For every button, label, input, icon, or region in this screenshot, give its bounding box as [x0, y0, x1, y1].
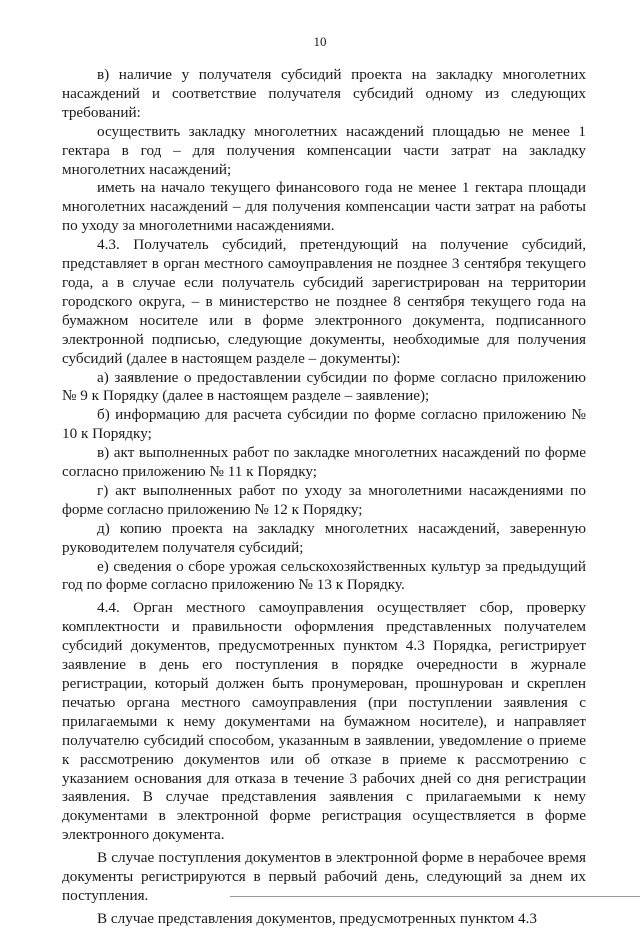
list-item-v: в) акт выполненных работ по закладке многолетних насаждений по форме согласно приложению № 11 к Порядку;: [62, 444, 586, 481]
list-item-b: б) информацию для расчета субсидии по форме согласно приложению № 10 к Порядку;: [62, 406, 586, 443]
list-item-a: а) заявление о предоставлении субсидии по форме согласно приложению № 9 к Порядку (далее в настоящем разделе – заявление);: [62, 368, 586, 405]
paragraph-electronic-receipt: В случае поступления документов в электронной форме в нерабочее время документы регистрируются в первый рабочий день, следующий за днем их поступления.: [62, 849, 586, 904]
document-body: [62, 66, 586, 929]
paragraph-planting-requirement: осуществить закладку многолетних насаждений площадью не менее 1 гектара в год – для получения компенсации части затрат на закладку многолетних насаждений;: [62, 122, 586, 178]
page-number: 10: [313, 34, 327, 49]
scan-edge-line: [230, 896, 640, 897]
paragraph-documents-submission: В случае представления документов, предусмотренных пунктом 4.3: [97, 909, 538, 927]
list-item-e: е) сведения о сборе урожая сельскохозяйственных культур за предыдущий год по форме согласно приложению № 13 к Порядку.: [62, 557, 586, 594]
paragraph-subsidy-condition-v: в) наличие у получателя субсидий проекта на закладку многолетних насаждений и соответствие получателя субсидий одному из следующих требований:: [62, 66, 586, 121]
list-item-d: д) копию проекта на закладку многолетних насаждений, заверенную руководителем получателя субсидий;: [62, 519, 586, 556]
list-item-g: г) акт выполненных работ по уходу за многолетними насаждениями по форме согласно приложению № 12 к Порядку;: [62, 481, 586, 518]
paragraph-4-4: 4.4. Орган местного самоуправления осуществляет сбор, проверку комплектности и правильности оформления представленных получателем субсидий документов, предусмотренных пунктом 4.3 Порядка, регистрирует заявление в день его поступления в порядке очередности в журнале регистрации, который должен быть пронумерован, прошнурован и скреплен печатью органа местного самоуправления (при поступлении заявления с прилагаемыми к нему документами на бумажном носителе), и направляет получателю субсидий способом, указанным в заявлении, уведомление о приеме к рассмотрению документов или об отказе в приеме к рассмотрению с указанием основания для отказа в течение 3 рабочих дней со дня регистрации заявления. В случае представления заявления с прилагаемыми к нему документами в электронной форме регистрация осуществляется в форме электронного документа.: [62, 599, 586, 844]
paragraph-area-requirement: иметь на начало текущего финансового года не менее 1 гектара площади многолетних насаждений – для получения компенсации части затрат на работы по уходу за многолетними насаждениями.: [62, 179, 586, 235]
paragraph-4-3: 4.3. Получатель субсидий, претендующий на получение субсидий, представляет в орган местного самоуправления не позднее 3 сентября текущего года, а в случае если получатель субсидий зарегистрирован на территории городского округа, – в министерство не позднее 8 сентября текущего года на бумажном носителе или в форме электронного документа, подписанного электронной подписью, следующие документы, необходимые для получения субсидий (далее в настоящем разделе – документы):: [62, 236, 586, 367]
